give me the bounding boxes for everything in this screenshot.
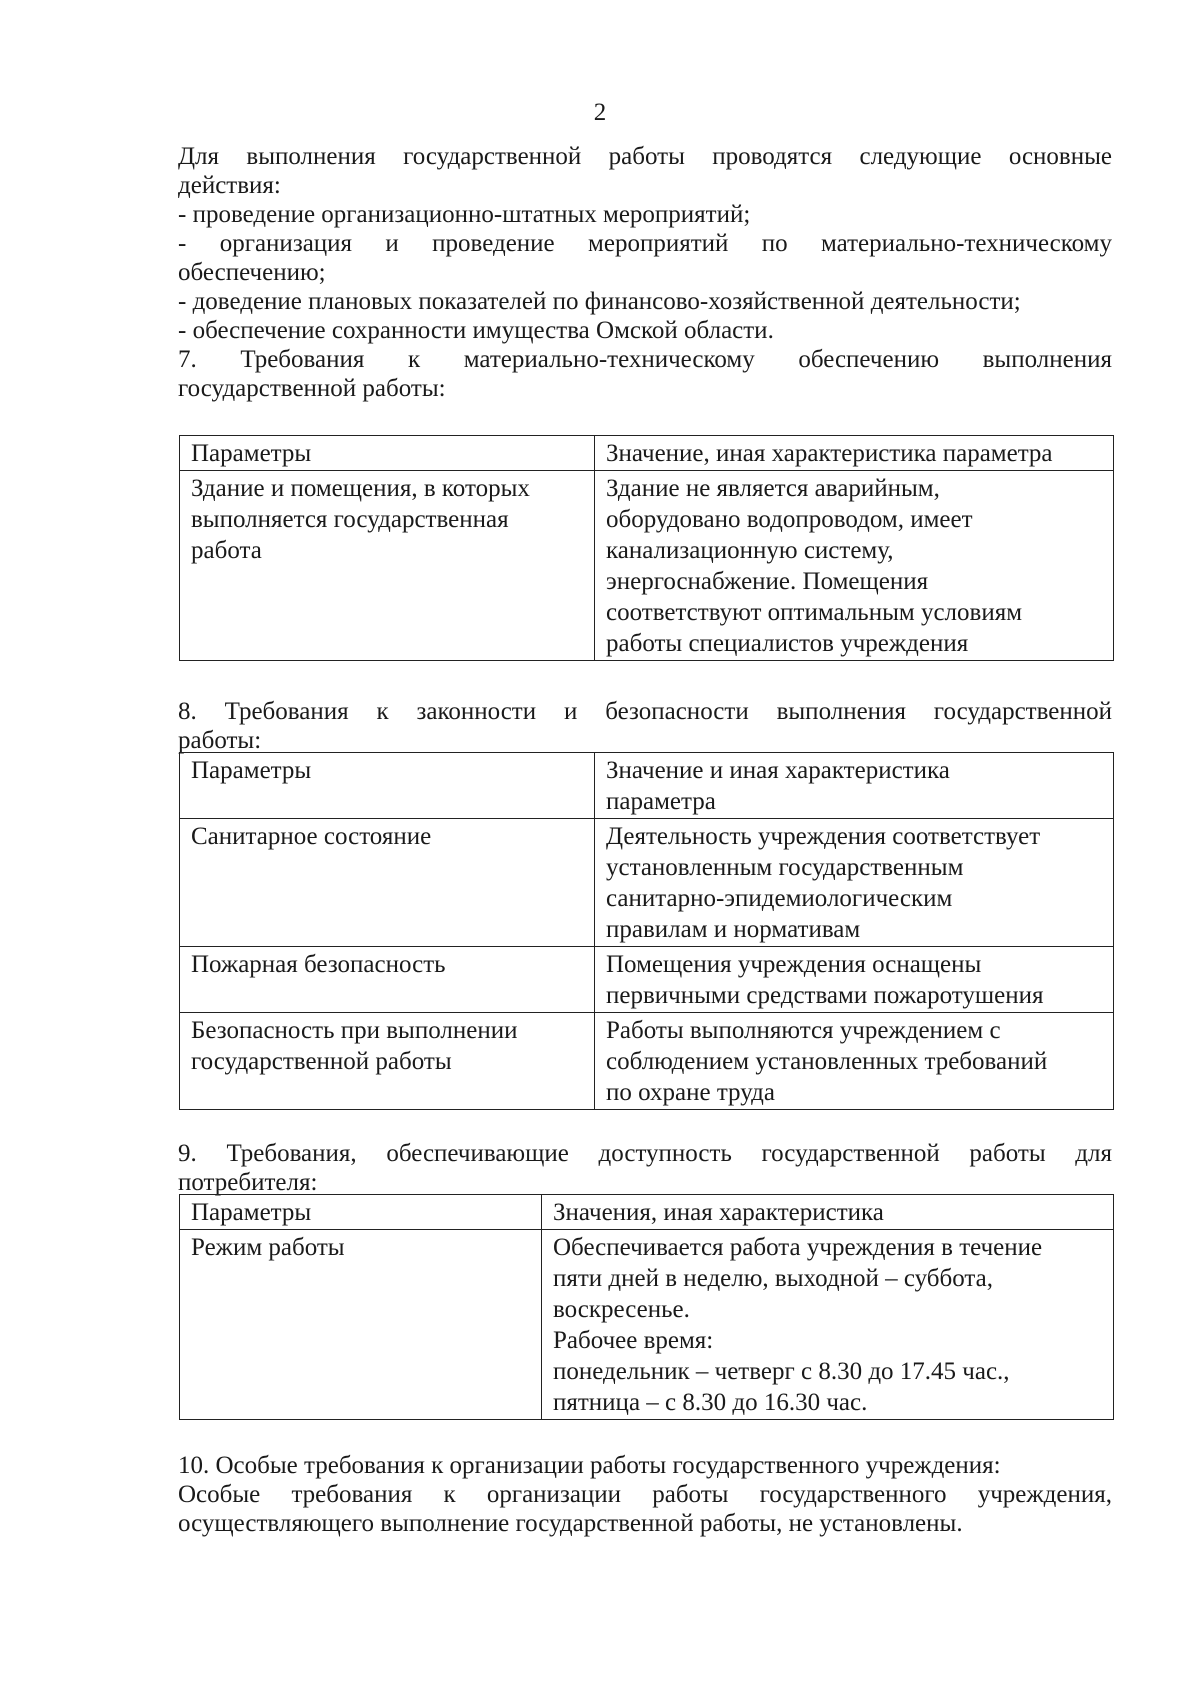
cell-line: работы специалистов учреждения xyxy=(606,630,969,657)
param-cell xyxy=(180,947,595,1013)
table-header-row xyxy=(180,1195,1114,1230)
cell-line: выполняется государственная xyxy=(191,506,509,533)
section9-heading xyxy=(178,1139,1112,1197)
action-item: - проведение организационно-штатных мероприятий; xyxy=(178,201,751,228)
cell-line: Санитарное состояние xyxy=(191,823,432,850)
intro-section xyxy=(178,142,1112,403)
section9-heading-line-1: 9. Требования, обеспечивающие доступность государственной работы для xyxy=(178,1140,1112,1167)
value-cell xyxy=(595,1013,1114,1110)
header-cell-value: Значение, иная характеристика параметра xyxy=(595,436,1114,471)
value-cell xyxy=(542,1230,1114,1420)
cell-line: пяти дней в неделю, выходной – суббота, xyxy=(553,1265,993,1292)
cell-line: параметра xyxy=(606,788,716,815)
cell-line: Значение и иная характеристика xyxy=(606,757,950,784)
section7-heading-line-2: государственной работы: xyxy=(178,375,446,402)
header-cell-params: Параметры xyxy=(180,436,595,471)
cell-line: работа xyxy=(191,537,262,564)
cell-line: энергоснабжение. Помещения xyxy=(606,568,929,595)
value-cell xyxy=(595,471,1114,661)
table-row xyxy=(180,471,1114,661)
cell-line: Режим работы xyxy=(191,1234,345,1261)
cell-line: санитарно-эпидемиологическим xyxy=(606,885,953,912)
section8-heading-line-2: работы: xyxy=(178,727,262,754)
section10 xyxy=(178,1451,1112,1538)
section8-heading-line-1: 8. Требования к законности и безопасности выполнения государственной xyxy=(178,698,1112,725)
table-row xyxy=(180,1013,1114,1110)
cell-line: Безопасность при выполнении xyxy=(191,1017,518,1044)
cell-line: Здание и помещения, в которых xyxy=(191,475,530,502)
param-cell xyxy=(180,471,595,661)
cell-line: канализационную систему, xyxy=(606,537,894,564)
cell-line: соблюдением установленных требований xyxy=(606,1048,1048,1075)
cell-line: первичными средствами пожаротушения xyxy=(606,982,1044,1009)
section10-text-line-2: осуществляющего выполнение государственной работы, не установлены. xyxy=(178,1510,963,1537)
section8-heading xyxy=(178,697,1112,755)
cell-line: Обеспечивается работа учреждения в течение xyxy=(553,1234,1043,1261)
cell-line: Пожарная безопасность xyxy=(191,951,446,978)
section8-table xyxy=(179,752,1114,1110)
action-item: - организация и проведение мероприятий по материально-техническому xyxy=(178,230,1112,257)
cell-line: Работы выполняются учреждением с xyxy=(606,1017,1001,1044)
cell-line: понедельник – четверг с 8.30 до 17.45 час., xyxy=(553,1358,1010,1385)
section10-heading: 10. Особые требования к организации работы государственного учреждения: xyxy=(178,1452,1001,1479)
section10-text-line-1: Особые требования к организации работы государственного учреждения, xyxy=(178,1481,1112,1508)
table-row xyxy=(180,1230,1114,1420)
cell-line: Рабочее время: xyxy=(553,1327,714,1354)
section7-table xyxy=(179,435,1114,661)
value-cell xyxy=(595,947,1114,1013)
section7-heading-line-1: 7. Требования к материально-техническому обеспечению выполнения xyxy=(178,346,1112,373)
intro-lead-line-2: действия: xyxy=(178,172,281,199)
cell-line: по охране труда xyxy=(606,1079,775,1106)
cell-line: соответствуют оптимальным условиям xyxy=(606,599,1023,626)
table-row xyxy=(180,819,1114,947)
table-header-row xyxy=(180,436,1114,471)
cell-line: Помещения учреждения оснащены xyxy=(606,951,982,978)
param-cell xyxy=(180,1230,542,1420)
cell-line: Деятельность учреждения соответствует xyxy=(606,823,1041,850)
table-header-row xyxy=(180,753,1114,819)
cell-line: оборудовано водопроводом, имеет xyxy=(606,506,973,533)
param-cell xyxy=(180,819,595,947)
value-cell xyxy=(595,819,1114,947)
cell-line: Здание не является аварийным, xyxy=(606,475,940,502)
action-item: - доведение плановых показателей по финансово-хозяйственной деятельности; xyxy=(178,288,1021,315)
cell-line: правилам и нормативам xyxy=(606,916,861,943)
header-cell-value: Значения, иная характеристика xyxy=(542,1195,1114,1230)
cell-line: воскресенье. xyxy=(553,1296,690,1323)
cell-line: установленным государственным xyxy=(606,854,964,881)
section9-heading-line-2: потребителя: xyxy=(178,1169,318,1196)
table-row xyxy=(180,947,1114,1013)
param-cell xyxy=(180,1013,595,1110)
action-item: - обеспечение сохранности имущества Омской области. xyxy=(178,317,774,344)
section9-table xyxy=(179,1194,1114,1420)
cell-line: государственной работы xyxy=(191,1048,452,1075)
cell-line: пятница – с 8.30 до 16.30 час. xyxy=(553,1389,868,1416)
header-cell-params: Параметры xyxy=(180,1195,542,1230)
action-item-continuation: обеспечению; xyxy=(178,259,326,286)
header-cell-params: Параметры xyxy=(180,753,595,819)
header-cell-value xyxy=(595,753,1114,819)
page-number: 2 xyxy=(593,99,607,126)
intro-lead-line-1: Для выполнения государственной работы проводятся следующие основные xyxy=(178,143,1112,170)
